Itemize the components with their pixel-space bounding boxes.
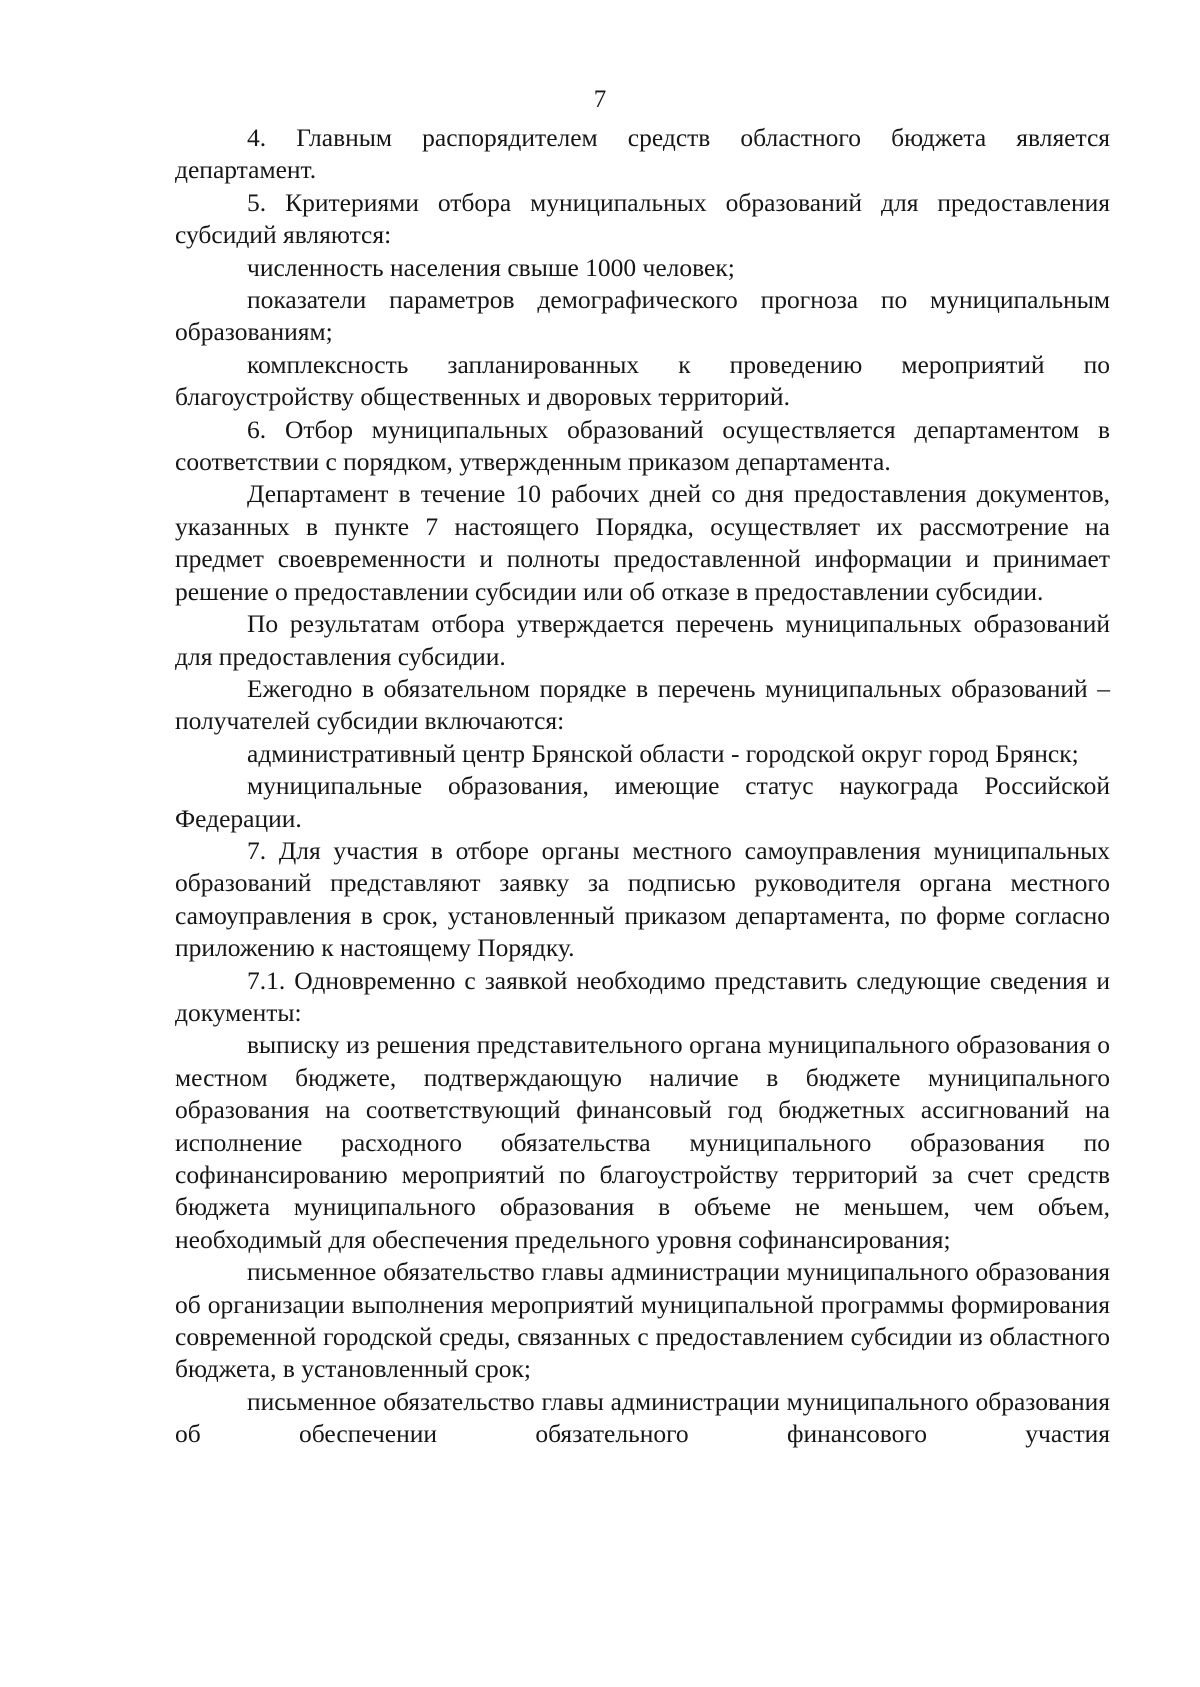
paragraph-2: 5. Критериями отбора муниципальных образований для предоставления субсидий являются: [175,187,1110,250]
paragraph-16: письменное обязательство главы администрации муниципального образования об обеспечении обязательного финансового участия [175,1386,1110,1449]
paragraph-3: численность населения свыше 1000 человек; [247,252,735,282]
paragraph-11: муниципальные образования, имеющие статус наукограда Российской Федерации. [175,771,1110,833]
paragraph-8: По результатам отбора утверждается перечень муниципальных образований для предоставления субсидии. [175,609,1110,671]
paragraph-13: 7.1. Одновременно с заявкой необходимо представить следующие сведения и документы: [175,965,1110,1027]
page-number: 7 [593,86,607,113]
paragraph-7: Департамент в течение 10 рабочих дней со дня предоставления документов, указанных в пункте 7 настоящего Порядка, осуществляет их рассмотрение на предмет своевременности и полноты предоставленной информации и принимает решение о предоставлении субсидии или об отказе в предоставлении субсидии. [175,479,1110,606]
paragraph-15: письменное обязательство главы администрации муниципального образования об организации выполнения мероприятий муниципальной программы формирования современной городской среды, связанных с предоставлением субсидии из областного бюджета, в установленный срок; [175,1257,1110,1384]
paragraph-14: выписку из решения представительного органа муниципального образования о местном бюджете, подтверждающую наличие в бюджете муниципального образования на соответствующий финансовый год бюджетных ассигнований на исполнение расходного обязательства муниципального образования по софинансированию мероприятий по благоустройству территорий за счет средств бюджета муниципального образования в объеме не меньшем, чем объем, необходимый для обеспечения предельного уровня софинансирования; [175,1030,1110,1254]
paragraph-12: 7. Для участия в отборе органы местного самоуправления муниципальных образований представляют заявку за подписью руководителя органа местного самоуправления в срок, установленный приказом департамента, по форме согласно приложению к настоящему Порядку. [175,835,1110,963]
paragraph-4: показатели параметров демографического прогноза по муниципальным образованиям; [175,285,1110,347]
paragraph-6: 6. Отбор муниципальных образований осуществляется департаментом в соответствии с порядком, утвержденным приказом департамента. [175,414,1110,477]
paragraph-9: Ежегодно в обязательном порядке в перечень муниципальных образований – получателей субсидии включаются: [175,673,1110,736]
paragraph-10: административный центр Брянской области - городской округ город Брянск; [247,738,1079,768]
paragraph-5: комплексность запланированных к проведению мероприятий по благоустройству общественных и дворовых территорий. [175,349,1110,412]
paragraph-1: 4. Главным распорядителем средств областного бюджета является департамент. [175,123,1110,185]
document-body [175,122,1110,1451]
